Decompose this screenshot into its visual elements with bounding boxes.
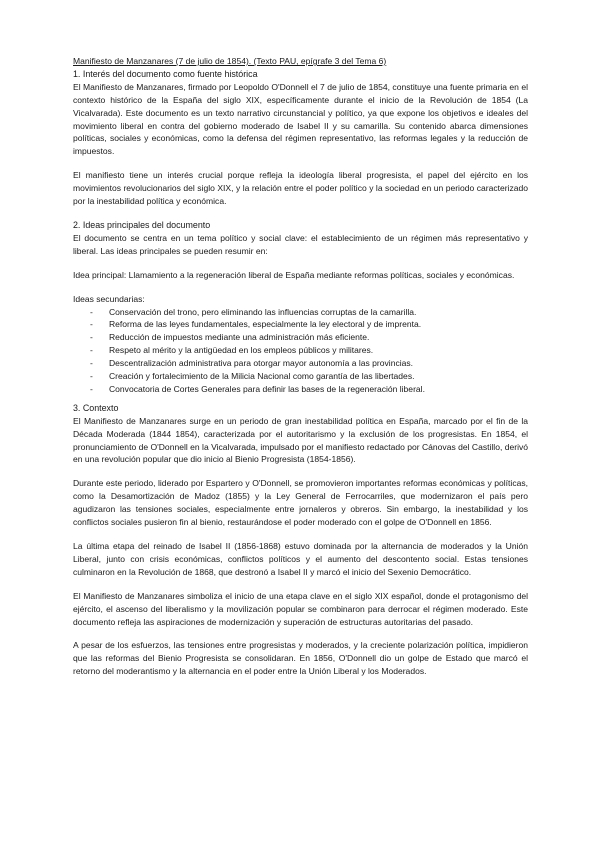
section-3-paragraph-3: La última etapa del reinado de Isabel II (1856-1868) estuvo dominada por la alternancia de moderados y la Unión Liberal, junto con crisis económicas, conflictos políticos y el aumento del descontento social. Estas tensiones culminaron en la Revolución de 1868, que destronó a Isabel II y marcó el inicio del Sexenio Democrático. [73,541,528,577]
list-item: - Convocatoria de Cortes Generales para definir las bases de la regeneración liberal. [90,383,425,394]
list-item: - Conservación del trono, pero eliminando las influencias corruptas de la camarilla. [90,306,417,317]
list-item: - Respeto al mérito y la antigüedad en los empleos públicos y militares. [90,345,374,356]
dash-bullet: - [90,358,93,369]
section-3-heading: 3. Contexto [73,402,119,413]
section-2-heading: 2. Ideas principales del documento [73,219,211,230]
secondary-ideas-list [73,306,528,396]
section-1-heading: 1. Interés del documento como fuente histórica [73,68,258,79]
dash-bullet: - [90,345,93,356]
list-item: - Creación y fortalecimiento de la Milicia Nacional como garantía de las libertades. [90,371,415,382]
dash-bullet: - [90,383,93,394]
dash-bullet: - [90,371,93,382]
section-1-paragraph-1: El Manifiesto de Manzanares, firmado por Leopoldo O'Donnell el 7 de julio de 1854, constituye una fuente primaria en el contexto histórico de la España del siglo XIX, específicamente durante el inicio de la Revolución de 1854 (La Vicalvarada). Este documento es un texto narrativo circunstancial y político, ya que expone los objetivos e ideales del movimiento liberal en contra del gobierno moderado de Isabel II y su camarilla. Su contenido abarca dimensiones políticas, sociales y económicas, como la defensa del régimen representativo, las reformas legales y la reducción de impuestos. [73,81,528,157]
section-3-paragraph-5: A pesar de los esfuerzos, las tensiones entre progresistas y moderados, y la creciente polarización política, impidieron que las reformas del Bienio Progresista se consolidaran. En 1856, O'Donnell dio un golpe de Estado que marcó el retorno del moderantismo y la alternancia en el poder entre la Unión Liberal y los Moderados. [73,640,528,677]
dash-bullet: - [90,306,93,317]
section-3-paragraph-4: El Manifiesto de Manzanares simboliza el inicio de una etapa clave en el siglo XIX español, donde el protagonismo del ejército, el ascenso del liberalismo y la movilización popular se combinaron para derrocar el régimen moderado. Este documento refleja las aspiraciones de modernización y superación de estructuras autoritarias del pasado. [73,590,528,627]
secondary-ideas-label: Ideas secundarias: [73,293,145,304]
list-item: - Reforma de las leyes fundamentales, especialmente la ley electoral y de imprenta. [90,319,422,330]
list-item: - Reducción de impuestos mediante una administración más eficiente. [90,332,370,343]
dash-bullet: - [90,319,93,330]
section-1-paragraph-2: El manifiesto tiene un interés crucial porque refleja la ideología liberal progresista, el papel del ejército en los movimientos revolucionarios del siglo XIX, y la relación entre el poder político y la sociedad en un periodo caracterizado por la inestabilidad política y económica. [73,170,528,207]
section-3-paragraph-2: Durante este periodo, liderado por Espartero y O'Donnell, se promovieron importantes reformas económicas y políticas, como la Desamortización de Madoz (1855) y la Ley General de Ferrocarriles, que modernizaron el país pero agudizaron las tensiones sociales, especialmente entre jornaleros y obreros. Sin embargo, la inestabilidad y los conflictos sociales pusieron fin al bienio, restaurándose el poder moderado con el golpe de O'Donnell en 1856. [73,478,528,528]
section-2-paragraph-1: El documento se centra en un tema político y social clave: el establecimiento de un régimen más representativo y liberal. Las ideas principales se pueden resumir en: [73,232,528,256]
list-item: - Descentralización administrativa para otorgar mayor autonomía a las provincias. [90,358,414,369]
dash-bullet: - [90,332,93,343]
main-idea-paragraph: Idea principal: Llamamiento a la regeneración liberal de España mediante reformas políticas, sociales y económicas. [73,269,515,280]
document-page [73,55,528,678]
section-3-paragraph-1: El Manifiesto de Manzanares surge en un periodo de gran inestabilidad política en España, marcado por el fin de la Década Moderada (1844 1854), caracterizada por el autoritarismo y la exclusión de los progresistas. En 1854, el pronunciamiento de O'Donnell en la Vicalvarada, impulsado por el manifiesto redactado por Cánovas del Castillo, derivó en una revolución popular que dio inicio al Bienio Progresista (1854-1856). [73,415,528,465]
document-title: Manifiesto de Manzanares (7 de julio de 1854). (Texto PAU, epígrafe 3 del Tema 6) [73,56,387,66]
